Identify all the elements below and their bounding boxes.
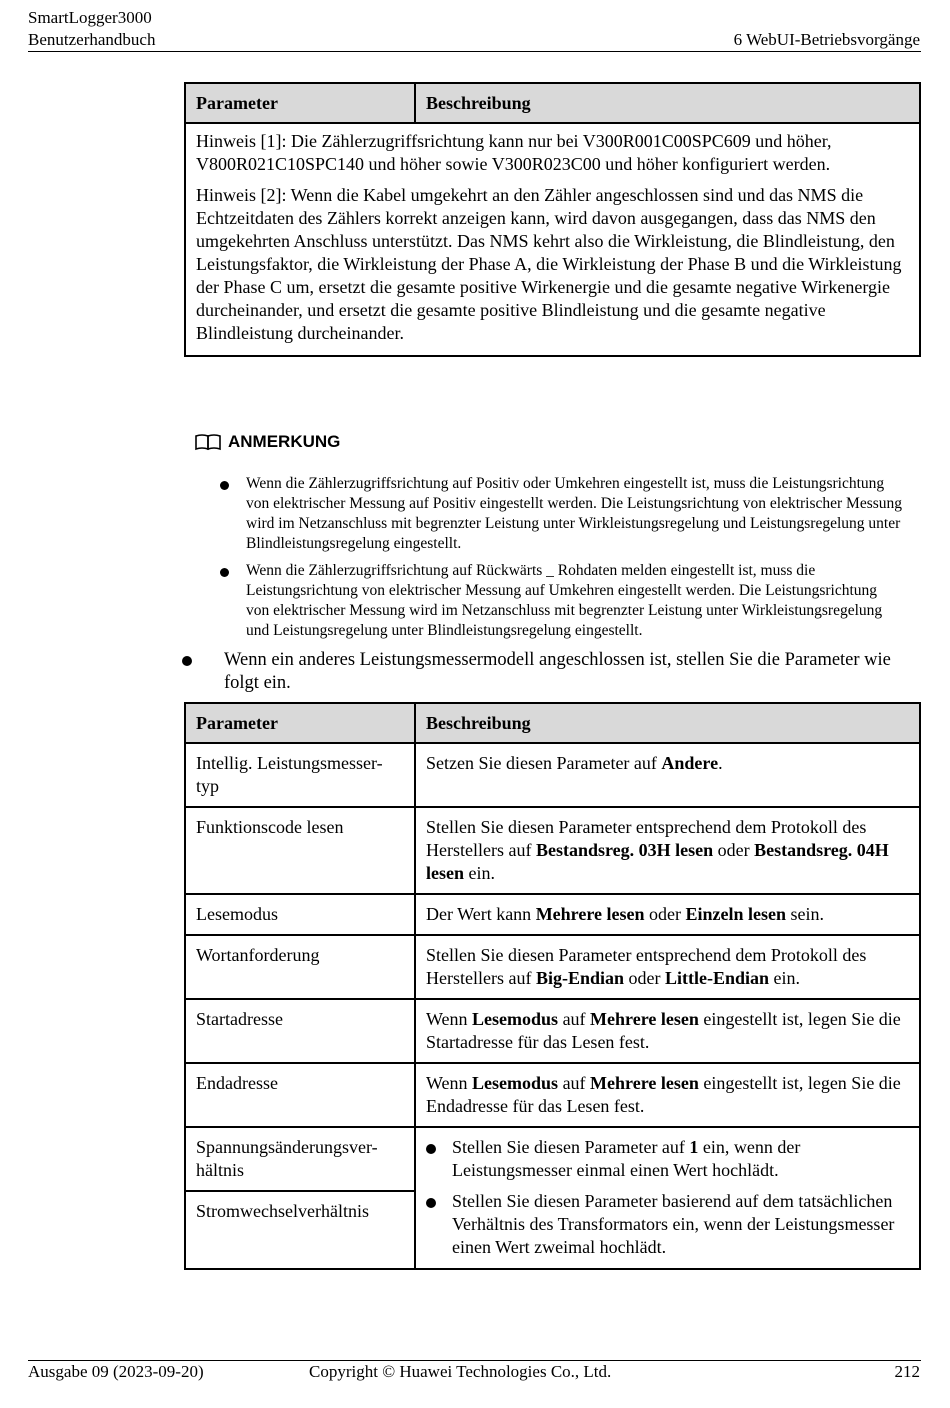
table-row — [185, 1127, 920, 1191]
main-bullet-text: Wenn ein anderes Leistungsmessermodell angeschlossen ist, stellen Sie die Parameter wie folgt ein. — [224, 650, 891, 693]
note-2: Hinweis [2]: Wenn die Kabel umgekehrt an den Zähler angeschlossen sind und das NMS die Echtzeitdaten des Zählers korrekt anzeigen kann, wird davon ausgegangen, dass das NMS den umgekehrten Anschluss unterstützt. Das NMS kehrt also die Wirkleistung, die Blindleistung, den Leistungsfaktor, die Wirkleistung der Phase A, die Wirkleistung der Phase B und die Wirkleistung der Phase C um, ersetzt die gesamte positive Wirkenergie und die gesamte negative Wirkenergie durcheinander, und ersetzt die gesamte positive Blindleistung und die gesamte negative Blindleistung durcheinander. — [196, 185, 902, 343]
description-cell: Stellen Sie diesen Parameter entsprechend dem Protokoll des Herstellers auf Big-Endian oder Little-Endian ein. — [415, 935, 920, 999]
table-header-row — [185, 703, 920, 743]
table-parameters — [184, 702, 921, 1270]
description-cell: Der Wert kann Mehrere lesen oder Einzeln lesen sein. — [415, 894, 920, 935]
description-cell — [415, 1127, 920, 1269]
table-row — [185, 894, 920, 935]
description-cell: Stellen Sie diesen Parameter entsprechend dem Protokoll des Herstellers auf Bestandsreg. 03H lesen oder Bestandsreg. 04H lesen ein. — [415, 807, 920, 894]
bullet-icon — [220, 481, 229, 490]
notes-cell — [185, 123, 920, 356]
note-list — [220, 474, 904, 648]
footer-edition: Ausgabe 09 (2023-09-20) — [28, 1362, 204, 1381]
param-cell: Lesemodus — [185, 894, 415, 935]
note-heading — [194, 431, 340, 453]
param-cell: Endadresse — [185, 1063, 415, 1127]
note-item-text: Wenn die Zählerzugriffsrichtung auf Rückwärts _ Rohdaten melden eingestellt ist, muss die Leistungsrichtung von elektrischer Messung auf Umkehren eingestellt werden. Die Leistungsrichtung von elektrischer Messung wird im Netzanschluss mit begrenzter Leistung unter Wirkleistungsregelung und Leistungsregelung unter Blindleistungsregelung eingestellt. — [246, 562, 883, 639]
param-cell: Intellig. Leistungsmesser-typ — [185, 743, 415, 807]
param-cell: Startadresse — [185, 999, 415, 1063]
column-header-description: Beschreibung — [415, 703, 920, 743]
header-rule — [28, 51, 921, 52]
list-item: Stellen Sie diesen Parameter basierend auf dem tatsächlichen Verhältnis des Transformators ein, wenn der Leistungsmesser einen Wert zweimal hochlädt. — [426, 1190, 909, 1259]
footer-copyright: Copyright © Huawei Technologies Co., Ltd. — [309, 1362, 612, 1381]
bullet-icon — [426, 1198, 436, 1208]
param-cell: Stromwechselverhältnis — [185, 1191, 415, 1269]
table-header-row — [185, 83, 920, 123]
table-row — [185, 123, 920, 356]
note-title: ANMERKUNG — [228, 432, 341, 451]
column-header-parameter: Parameter — [185, 703, 415, 743]
note-1: Hinweis [1]: Die Zählerzugriffsrichtung kann nur bei V300R001C00SPC609 und höher, V800R021C10SPC140 und höher sowie V300R023C00 und höher konfiguriert werden. — [196, 131, 832, 174]
column-header-description: Beschreibung — [415, 83, 920, 123]
bullet-icon — [426, 1144, 436, 1154]
bullet-icon — [220, 568, 229, 577]
book-icon — [194, 433, 224, 451]
column-header-parameter: Parameter — [185, 83, 415, 123]
header-product: SmartLogger3000 — [28, 8, 152, 27]
param-cell: Funktionscode lesen — [185, 807, 415, 894]
footer-page-number: 212 — [894, 1362, 920, 1381]
header-chapter: 6 WebUI-Betriebsvorgänge — [733, 30, 920, 49]
main-bullet — [182, 649, 902, 695]
description-cell: Wenn Lesemodus auf Mehrere lesen eingestellt ist, legen Sie die Endadresse für das Lesen fest. — [415, 1063, 920, 1127]
description-cell: Setzen Sie diesen Parameter auf Andere. — [415, 743, 920, 807]
param-cell: Wortanforderung — [185, 935, 415, 999]
list-item: Stellen Sie diesen Parameter auf 1 ein, wenn der Leistungsmesser einmal einen Wert hochlädt. — [426, 1136, 909, 1182]
list-item — [220, 561, 904, 641]
table-row — [185, 935, 920, 999]
table-row — [185, 743, 920, 807]
header-doc-title: Benutzerhandbuch — [28, 30, 156, 49]
table-notes — [184, 82, 921, 357]
note-item-text: Wenn die Zählerzugriffsrichtung auf Positiv oder Umkehren eingestellt ist, muss die Leistungsrichtung von elektrischer Messung auf Positiv eingestellt werden. Die Leistungsrichtung von elektrischer Messung wird im Netzanschluss mit begrenzter Leistung unter Wirkleistungsregelung und Leistungsregelung unter Blindleistungsregelung eingestellt. — [246, 475, 903, 552]
table-row — [185, 807, 920, 894]
bullet-icon — [182, 656, 192, 666]
table-row — [185, 1063, 920, 1127]
table-row — [185, 999, 920, 1063]
list-item — [220, 474, 904, 554]
description-cell: Wenn Lesemodus auf Mehrere lesen eingestellt ist, legen Sie die Startadresse für das Lesen fest. — [415, 999, 920, 1063]
param-cell: Spannungsänderungsver-hältnis — [185, 1127, 415, 1191]
